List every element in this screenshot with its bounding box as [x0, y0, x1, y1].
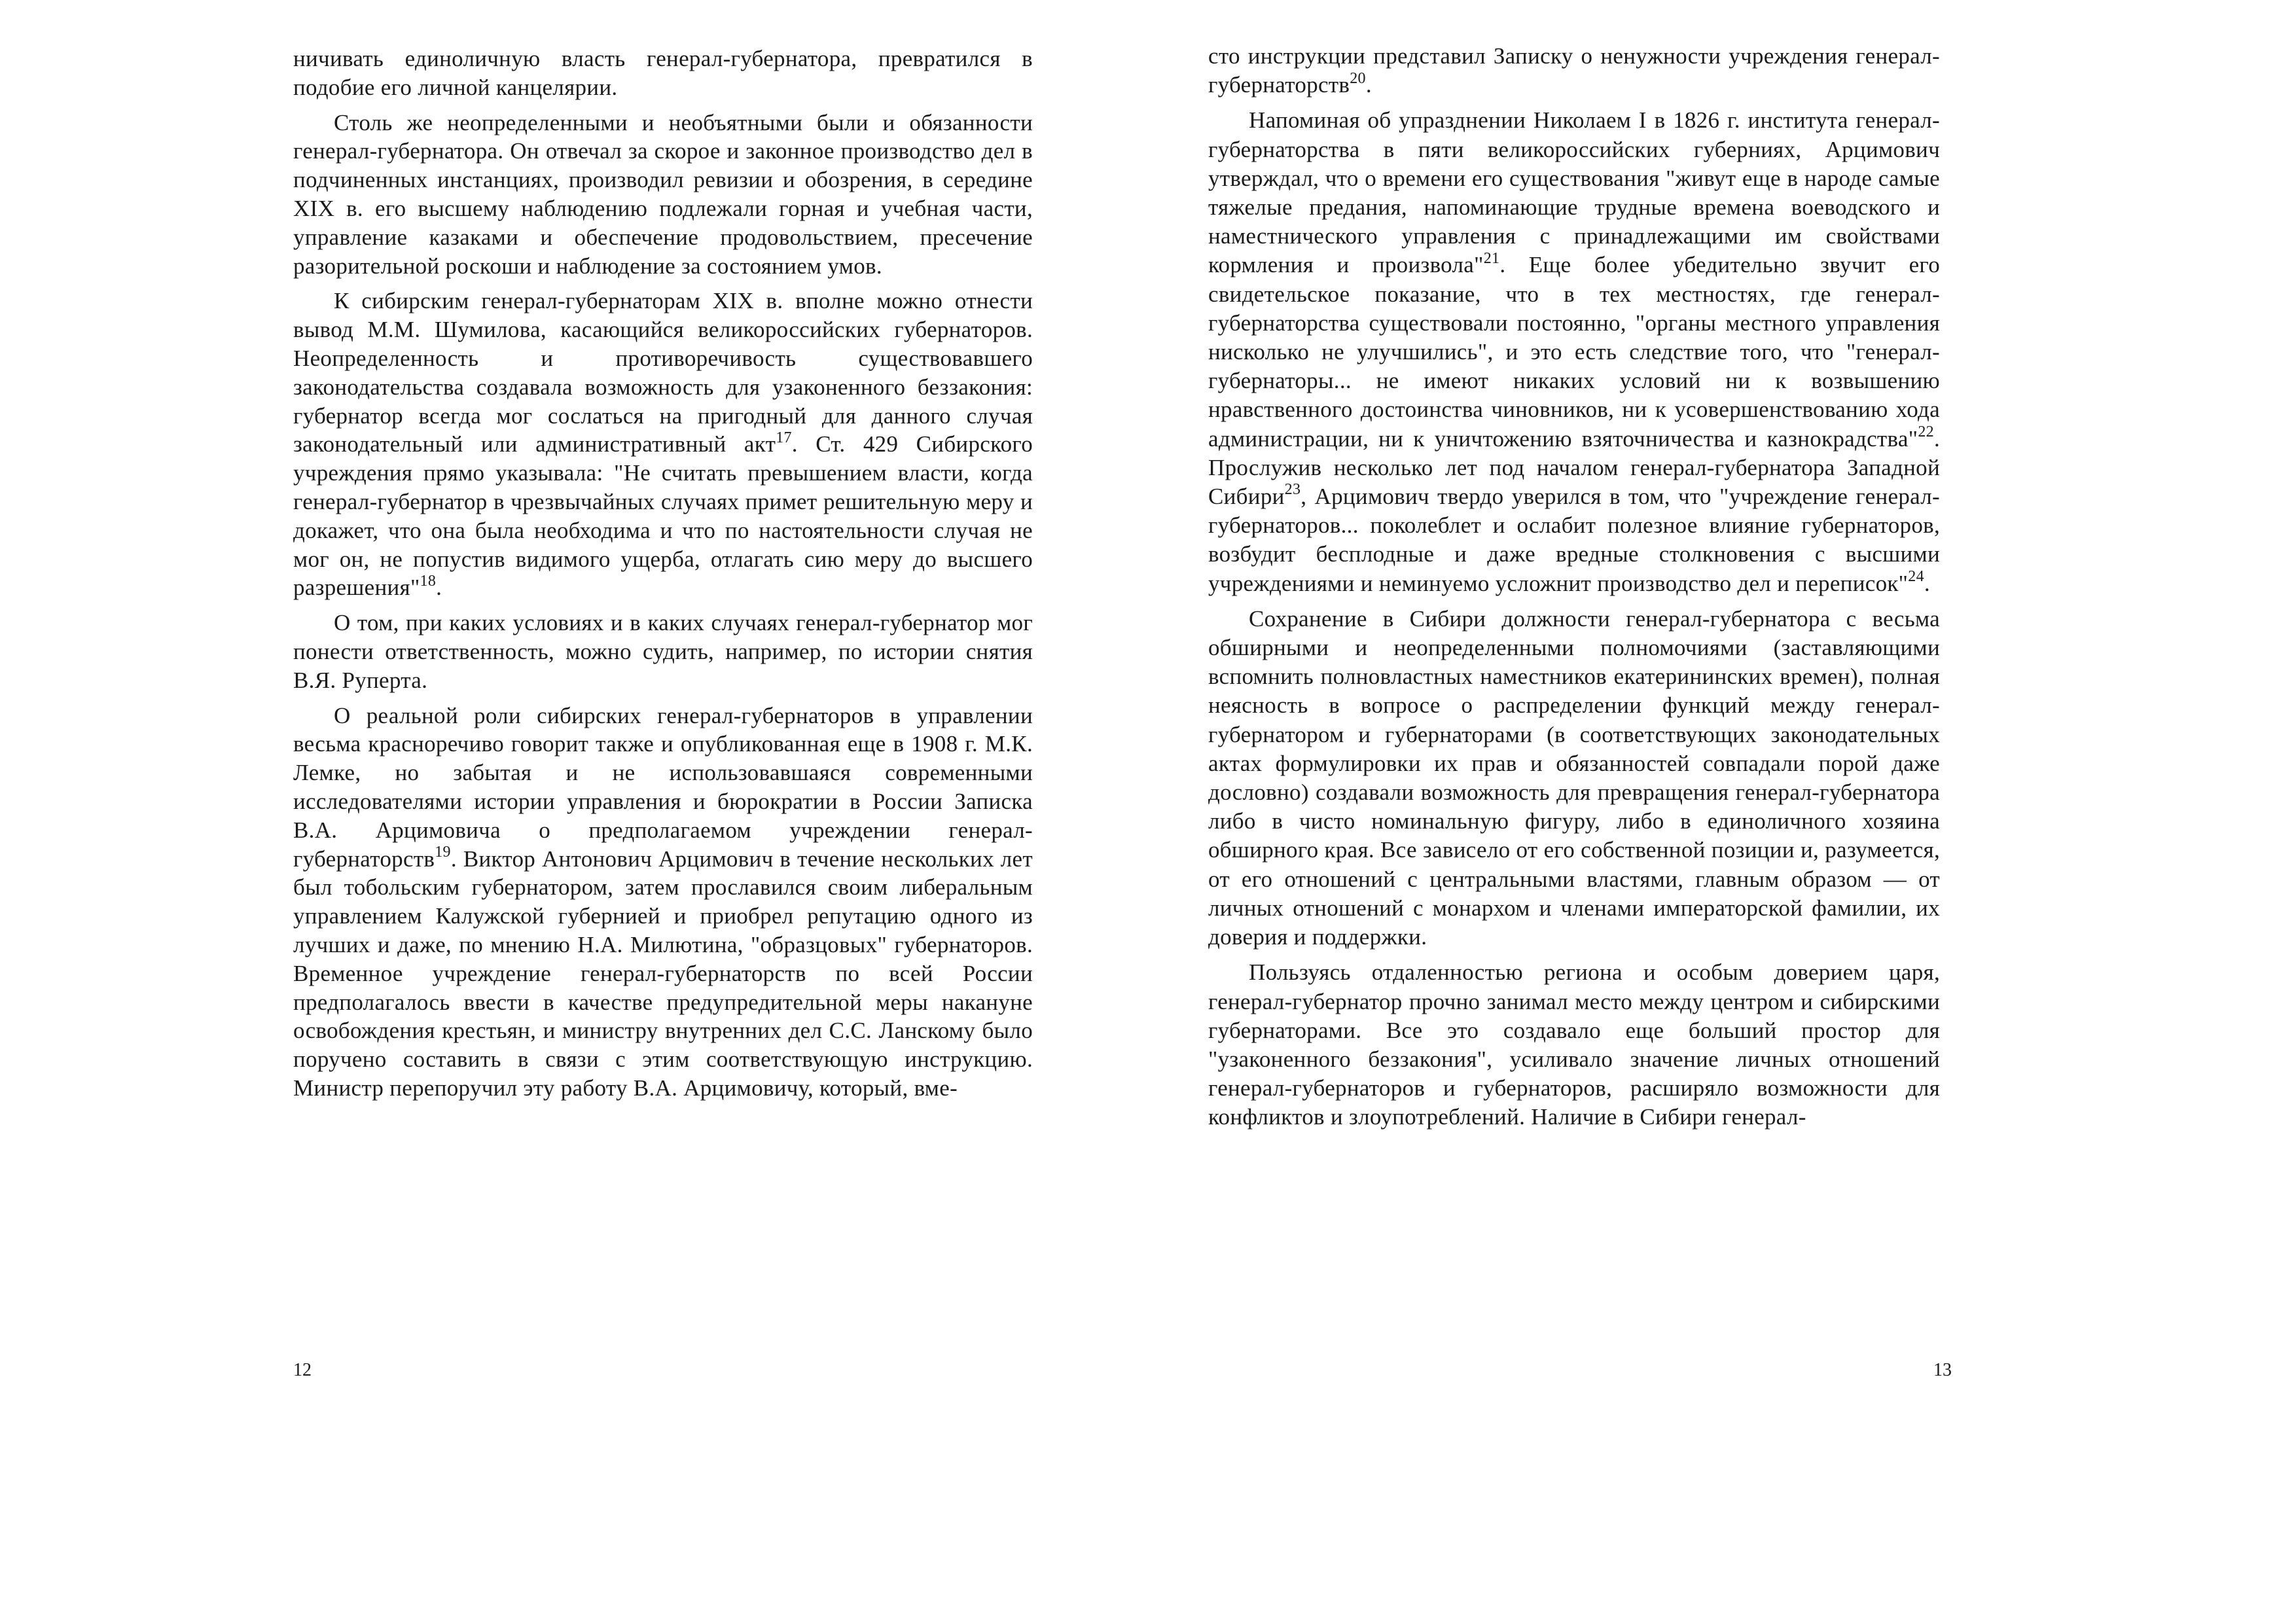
right-paragraph-2-text-b: . Еще более убедительно звучит его свидетельское показание, что в тех местностях, где генерал-губернаторства существовали постоянно, "органы местного управления нисколько не улучшились", и это есть следствие того, что "генерал-губернаторы... не имеют никаких условий ни к возвышению нравственного достоинства чиновников, ни к усовершенствованию хода администрации, ни к уничтожению взяточничества и казнокрадства": [1208, 252, 1941, 452]
left-paragraph-4-text: О том, при каких условиях и в каких случаях генерал-губернатор мог понести ответственность, можно судить, например, по истории снятия В.Я. Руперта.: [293, 610, 1033, 693]
footnote-ref-20: 20: [1350, 69, 1366, 87]
footnote-ref-17: 17: [776, 429, 792, 446]
right-paragraph-2-text-d: , Арцимович твердо уверился в том, что "учреждение генерал-губернаторов... поколеблет и ослабит полезное влияние губернаторов, возбудит бесплодные и даже вредные столкновения с высшими учреждениями и неминуемо усложнит производство дел и переписок": [1208, 484, 1940, 596]
left-paragraph-3-text-a: К сибирским генерал-губернаторам XIX в. вполне можно отнести вывод М.М. Шумилова, касающийся великороссийских губернаторов. Неопределенность и противоречивость существовавшего законодательства создавала возможность для узаконенного беззакония: губернатор всегда мог сослаться на пригодный для данного случая законодательный или административный акт: [293, 288, 1033, 457]
footnote-ref-19: 19: [435, 843, 451, 861]
left-paragraph-5-text-a: О реальной роли сибирских генерал-губернаторов в управлении весьма красноречиво говорит также и опубликованная еще в 1908 г. М.К. Лемке, но забытая и не использовавшаяся современными исследователями истории управления и бюрократии в России Записка В.А. Арцимовича о предполагаемом учреждении генерал-губернаторств: [293, 702, 1033, 872]
footnote-ref-18: 18: [420, 572, 437, 590]
left-paragraph-1-text: ничивать единоличную власть генерал-губернатора, превратился в подобие его личной канцелярии.: [293, 46, 1033, 100]
right-paragraph-4: [1208, 958, 1940, 1132]
footnote-ref-22: 22: [1918, 423, 1934, 440]
left-paragraph-3-text-c: .: [436, 575, 442, 601]
right-paragraph-2: [1208, 106, 1940, 597]
footnote-ref-23: 23: [1284, 481, 1301, 499]
footnote-ref-24: 24: [1908, 568, 1924, 585]
right-paragraph-3: [1208, 605, 1940, 952]
page-number-right: 13: [1933, 1360, 1952, 1380]
right-paragraph-2-text-c: . Прослужив несколько лет под началом генерал-губернатора Западной Сибири: [1208, 425, 1940, 510]
left-paragraph-2-text: Столь же неопределенными и необъятными были и обязанности генерал-губернатора. Он отвечал за скорое и законное производство дел в подчиненных инстанциях, производил ревизии и обозрения, в середине XIX в. его высшему наблюдению подлежали горная и учебная части, управление казаками и обеспечение продовольствием, пресечение разорительной роскоши и наблюдение за состоянием умов.: [293, 109, 1033, 279]
left-paragraph-3-text-b: . Ст. 429 Сибирского учреждения прямо указывала: "Не считать превышением власти, когда генерал-губернатор в чрезвычайных случаях примет решительную меру и докажет, что она была необходима и что по настоятельности случая не мог он, не попустив видимого ущерба, отлагать сию меру до высшего разрешения": [293, 431, 1033, 601]
page-number-left: 12: [293, 1360, 312, 1380]
right-paragraph-4-text: Пользуясь отдаленностью региона и особым доверием царя, генерал-губернатор прочно занимал место между центром и сибирскими губернаторами. Все это создавало еще больший простор для "узаконенного беззакония", усиливало значение личных отношений генерал-губернаторов и губернаторов, расширяло возможности для конфликтов и злоупотреблений. Наличие в Сибири генерал-: [1208, 959, 1940, 1130]
left-paragraph-4: [293, 609, 1033, 694]
right-page-text-column: [1208, 42, 1940, 1132]
footnote-ref-21: 21: [1483, 249, 1500, 267]
left-paragraph-1: [293, 45, 1033, 102]
right-page: [1148, 0, 2296, 1623]
right-paragraph-1-text-b: .: [1365, 72, 1372, 98]
right-paragraph-1: [1208, 42, 1940, 99]
right-paragraph-1-text-a: сто инструкции представил Записку о ненужности учреждения генерал-губернаторств: [1208, 43, 1940, 98]
left-paragraph-5: [293, 702, 1033, 1103]
right-paragraph-2-text-e: .: [1924, 570, 1930, 596]
left-paragraph-5-text-b: . Виктор Антонович Арцимович в течение нескольких лет был тобольским губернатором, затем прославился своим либеральным управлением Калужской губернией и приобрел репутацию одного из лучших и даже, по мнению Н.А. Милютина, "образцовых" губернаторов. Временное учреждение генерал-губернаторств по всей России предполагалось ввести в качестве предупредительной меры накануне освобождения крестьян, и министру внутренних дел С.С. Ланскому было поручено составить в связи с этим соответствующую инструкцию. Министр перепоручил эту работу В.А. Арцимовичу, который, вме-: [293, 846, 1033, 1101]
right-paragraph-2-text-a: Напоминая об упразднении Николаем I в 1826 г. института генерал-губернаторства в пяти великороссийских губерниях, Арцимович утверждал, что о времени его существования "живут еще в народе самые тяжелые предания, напоминающие трудные времена воеводского и наместнического управления с принадлежащими им свойствами кормления и произвола": [1208, 107, 1940, 278]
left-paragraph-2: [293, 109, 1033, 281]
right-paragraph-3-text: Сохранение в Сибири должности генерал-губернатора с весьма обширными и неопределенными полномочиями (заставляющими вспомнить полновластных наместников екатерининских времен), полная неясность в вопросе о распределении функций между генерал-губернатором и губернаторами (в соответствующих законодательных актах формулировки их прав и обязанностей совпадали порой даже дословно) создавали возможность для превращения генерал-губернатора либо в чисто номинальную фигуру, либо в единоличного хозяина обширного края. Все зависело от его собственной позиции и, разумеется, от его отношений с центральными властями, главным образом — от личных отношений с монархом и членами императорской фамилии, их доверия и поддержки.: [1208, 605, 1940, 950]
left-paragraph-3: [293, 287, 1033, 602]
left-page-text-column: [293, 45, 1033, 1103]
